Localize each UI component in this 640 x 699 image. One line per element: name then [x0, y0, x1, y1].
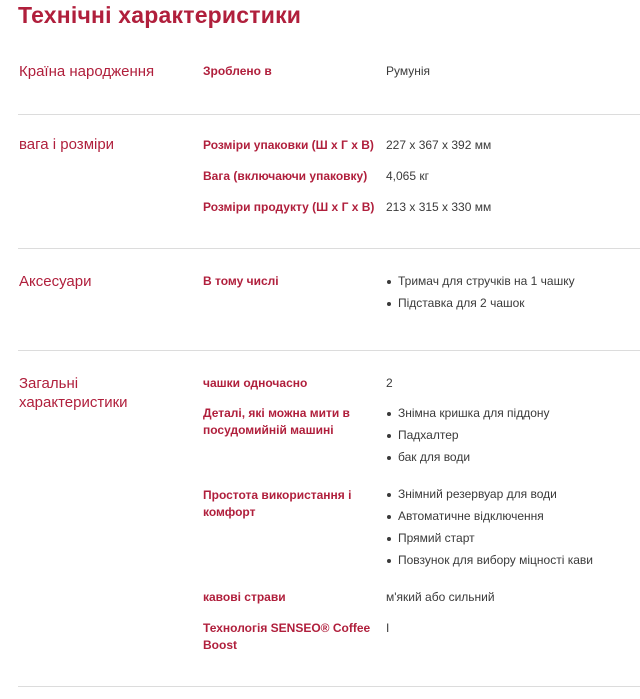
spec-label-coffee-drinks: кавові страви [203, 590, 286, 604]
spec-label-ease-of-use: Простота використання і комфорт [203, 488, 352, 519]
spec-label-dishwasher-safe-parts: Деталі, які можна мити в посудомийній машині [203, 406, 350, 437]
section-title: Аксесуари [19, 273, 92, 290]
spec-label-included: В тому числі [203, 274, 279, 288]
spec-value-product-dimensions: 213 x 315 x 330 мм [386, 200, 492, 214]
section-divider [18, 248, 640, 249]
spec-value-package-dimensions: 227 x 367 x 392 мм [386, 138, 492, 152]
list-item-text: Прямий старт [398, 531, 475, 545]
spec-label-product-dimensions: Розміри продукту (Ш х Г х В) [203, 200, 375, 214]
list-item-text: Знімна кришка для піддону [398, 406, 550, 420]
section-divider [18, 350, 640, 351]
spec-label-weight-with-package: Вага (включаючи упаковку) [203, 169, 368, 183]
list-item [386, 405, 550, 422]
section-title: Загальні характеристики [19, 375, 128, 411]
list-item [386, 449, 550, 466]
spec-label-made-in: Зроблено в [203, 64, 272, 78]
spec-label-cups-at-once: чашки одночасно [203, 376, 308, 390]
list-item [386, 552, 593, 569]
spec-label-coffee-boost: Технологія SENSEO® Coffee Boost [203, 621, 371, 652]
spec-label-package-dimensions: Розміри упаковки (Ш х Г х В) [203, 138, 374, 152]
list-item [386, 427, 550, 444]
dishwasher-safe-parts-list [386, 405, 550, 466]
list-item-text: Повзунок для вибору міцності кави [398, 553, 593, 567]
list-item-text: Тримач для стручків на 1 чашку [398, 274, 575, 288]
list-item-text: Підставка для 2 чашок [398, 296, 525, 310]
list-item-text: Знімний резервуар для води [398, 487, 557, 501]
list-item [386, 486, 593, 503]
spec-value-weight-with-package: 4,065 кг [386, 169, 429, 183]
list-item-text: Падхалтер [398, 428, 459, 442]
section-divider [18, 686, 640, 687]
spec-value-cups-at-once: 2 [386, 376, 393, 390]
spec-value-made-in: Румунія [386, 64, 431, 78]
list-item [386, 295, 575, 312]
list-item-text: Автоматичне відключення [398, 509, 544, 523]
section-divider [18, 114, 640, 115]
list-item-text: бак для води [398, 450, 471, 464]
list-item [386, 530, 593, 547]
spec-value-coffee-drinks: м'який або сильний [386, 590, 495, 604]
list-item [386, 508, 593, 525]
section-title: Країна народження [19, 63, 155, 80]
page-title: Технічні характеристики [18, 2, 302, 28]
ease-of-use-list [386, 486, 593, 569]
list-item [386, 273, 575, 290]
spec-value-coffee-boost: I [386, 621, 390, 635]
section-title: вага і розміри [19, 136, 115, 153]
included-items-list [386, 273, 575, 312]
